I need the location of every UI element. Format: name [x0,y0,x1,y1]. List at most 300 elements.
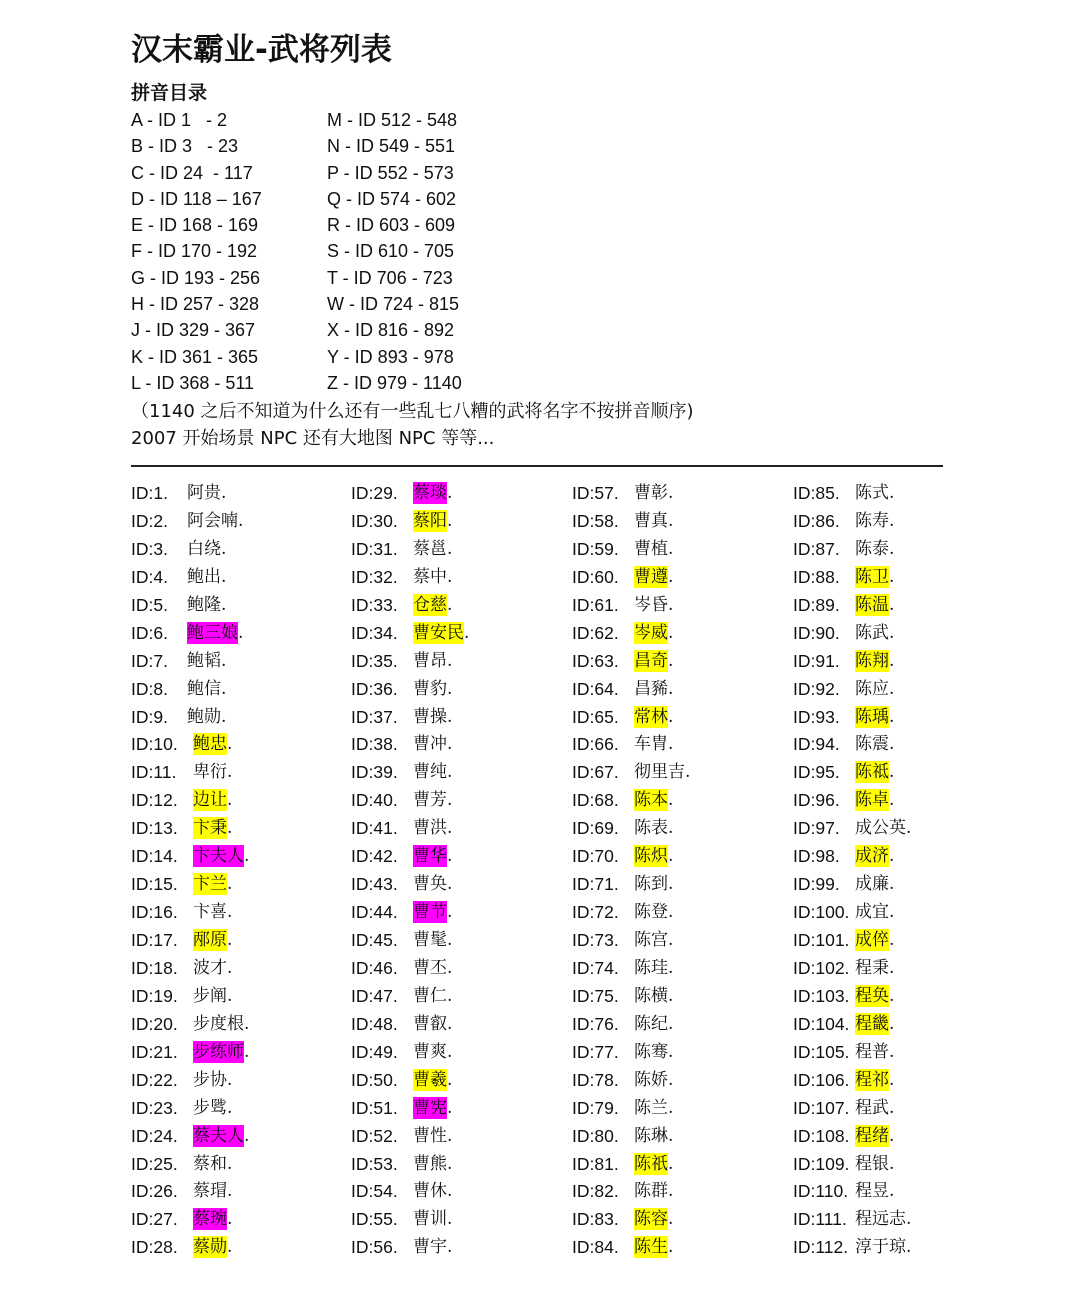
name-text: 曹叡 [413,1013,447,1034]
general-id: ID:30. [351,510,398,531]
list-item [131,1095,351,1123]
general-name [634,648,673,675]
highlighted-name: 蔡勋 [193,1237,227,1258]
toc-row [131,370,531,396]
name-period: . [668,594,674,615]
general-name [193,759,232,786]
name-period: . [227,1153,233,1174]
list-item [351,871,571,899]
general-id: ID:29. [351,483,398,503]
general-id: ID:41. [351,818,398,839]
list-item [793,1123,1013,1151]
name-period: . [464,622,470,643]
toc-row [131,186,531,212]
list-item [351,1178,571,1206]
general-id: ID:102. [793,957,850,978]
toc-entry-right: M - ID 512 - 548 [327,110,458,130]
name-text: 成宜 [855,902,889,923]
general-name [193,871,232,898]
name-text: 曹纯 [413,762,447,783]
general-id: ID:89. [793,594,840,615]
name-text: 阿会喃 [187,510,238,531]
name-text: 程武 [855,1097,889,1118]
name-period: . [227,902,233,923]
general-id: ID:104. [793,1013,850,1034]
general-name [855,676,894,703]
name-text: 程远志 [855,1209,906,1230]
toc-entry-right: R - ID 603 - 609 [327,215,456,236]
name-text: 步阐 [193,985,227,1006]
general-name [634,480,673,507]
list-item [572,508,792,536]
general-id: ID:61. [572,594,619,615]
general-name [855,983,894,1010]
name-period: . [227,1181,233,1202]
name-period: . [447,650,453,671]
general-name [413,564,452,591]
name-text: 鲍隆 [187,594,221,615]
general-name [413,480,452,507]
name-period: . [668,1013,674,1034]
name-period: . [221,706,227,727]
general-name [187,480,226,507]
general-id: ID:50. [351,1069,398,1090]
name-period: . [227,1209,233,1230]
list-item [351,648,571,676]
name-text: 步度根 [193,1013,244,1034]
name-text: 曹髦 [413,930,447,950]
name-period: . [889,1041,895,1062]
name-period: . [668,930,674,950]
highlighted-name: 卞秉 [193,818,227,839]
general-id: ID:108. [793,1125,850,1146]
list-item [131,843,351,871]
list-item [131,592,351,620]
list-item [572,955,792,983]
general-id: ID:83. [572,1209,619,1230]
general-id: ID:40. [351,790,398,811]
general-name [413,648,452,675]
name-period: . [227,957,233,978]
list-item [351,927,571,955]
name-text: 步协 [193,1069,227,1090]
general-id: ID:107. [793,1097,850,1118]
list-item [131,1178,351,1206]
general-id: ID:7. [131,650,168,671]
toc-entry-left: J - ID 329 - 367 [131,320,256,341]
list-item [793,620,1013,648]
name-text: 曹芳 [413,790,447,811]
general-name [193,983,232,1010]
list-item [572,1234,792,1262]
general-name [413,1039,452,1066]
list-item [351,983,571,1011]
list-item [351,1067,571,1095]
general-id: ID:99. [793,874,840,895]
list-item [793,1095,1013,1123]
general-id: ID:100. [793,902,850,923]
list-item [351,731,571,759]
name-text: 鲍勋 [187,706,221,727]
list-item [793,759,1013,787]
name-period: . [889,483,895,503]
highlighted-name: 陈祗 [855,762,889,783]
general-name [855,815,911,842]
toc-row [131,317,531,343]
name-text: 陈纪 [634,1013,668,1034]
list-item [131,815,351,843]
name-period: . [668,483,674,503]
list-item [131,1011,351,1039]
list-item [131,564,351,592]
list-item [572,480,792,508]
name-period: . [889,902,895,923]
name-text: 曹真 [634,510,668,531]
highlighted-name: 陈卓 [855,790,889,811]
general-name [855,899,894,926]
name-text: 陈到 [634,874,668,895]
name-period: . [447,1097,453,1118]
general-id: ID:32. [351,566,398,587]
list-item [793,704,1013,732]
list-item [572,871,792,899]
list-item [793,927,1013,955]
general-name [855,927,894,954]
toc-entry-right: T - ID 706 - 723 [327,267,453,288]
general-id: ID:14. [131,846,178,867]
general-name [855,508,894,535]
name-text: 程秉 [855,957,889,978]
general-name [193,1234,232,1261]
general-id: ID:82. [572,1181,619,1202]
name-period: . [447,957,453,978]
name-text: 程银 [855,1153,889,1174]
toc-entry-left: C - ID 24 - 117 [131,162,253,183]
name-period: . [668,1209,674,1230]
toc-row [131,160,531,186]
name-text: 陈武 [855,622,889,643]
list-item [572,564,792,592]
list-item [793,1011,1013,1039]
general-name [413,927,452,954]
name-period: . [447,790,453,811]
general-id: ID:80. [572,1125,619,1146]
name-period: . [668,846,674,867]
name-period: . [668,1181,674,1202]
name-period: . [668,538,674,559]
name-text: 曹洪 [413,818,447,839]
general-id: ID:87. [793,538,840,559]
general-name [634,731,673,758]
general-name [413,983,452,1010]
list-item [131,899,351,927]
highlighted-name: 成倅 [855,930,889,950]
toc-row [131,107,531,133]
name-period: . [889,538,895,559]
name-period: . [889,1097,895,1118]
general-name [193,927,232,954]
highlighted-name: 邴原 [193,930,227,950]
list-item [793,787,1013,815]
name-text: 程昱 [855,1181,889,1202]
name-text: 曹熊 [413,1153,447,1174]
name-period: . [244,1125,250,1146]
toc-row [131,291,531,317]
name-period: . [447,930,453,950]
name-period: . [447,734,453,755]
list-item [131,648,351,676]
list-item [572,759,792,787]
general-name [634,1234,673,1261]
name-text: 蔡和 [193,1153,227,1174]
general-name [413,1011,452,1038]
list-item [572,1206,792,1234]
name-text: 淳于琼 [855,1237,906,1258]
list-item [131,508,351,536]
list-item [131,759,351,787]
general-id: ID:94. [793,734,840,755]
list-item [572,983,792,1011]
list-item [793,508,1013,536]
name-period: . [447,1209,453,1230]
name-text: 蔡中 [413,566,447,587]
name-period: . [447,706,453,727]
name-period: . [889,874,895,895]
general-name [634,899,673,926]
general-name [855,1011,894,1038]
list-item [572,1151,792,1179]
general-id: ID:26. [131,1181,178,1202]
general-name [413,1067,452,1094]
list-column-3 [572,480,792,1262]
name-period: . [238,510,244,531]
general-id: ID:79. [572,1097,619,1118]
page-title: 汉末霸业-武将列表 [131,32,392,68]
general-name [193,899,232,926]
general-name [855,1178,894,1205]
highlighted-name: 蔡阳 [413,510,447,531]
general-id: ID:37. [351,706,398,727]
name-text: 曹爽 [413,1041,447,1062]
list-item [351,1206,571,1234]
general-name [187,508,243,535]
general-id: ID:84. [572,1237,619,1258]
general-name [855,1151,894,1178]
general-id: ID:27. [131,1209,178,1230]
general-name [187,592,226,619]
name-period: . [889,957,895,978]
general-id: ID:57. [572,483,619,503]
general-name [193,731,232,758]
list-item [572,1067,792,1095]
general-name [855,1067,894,1094]
name-period: . [906,1237,912,1258]
note-line-1: （1140 之后不知道为什么还有一些乱七八糟的武将名字不按拼音顺序) [131,401,694,422]
list-item [572,843,792,871]
general-id: ID:35. [351,650,398,671]
general-id: ID:28. [131,1237,178,1258]
general-id: ID:76. [572,1013,619,1034]
name-text: 曹宇 [413,1237,447,1258]
name-text: 卞喜 [193,902,227,923]
name-period: . [685,762,691,783]
general-id: ID:60. [572,566,619,587]
list-item [131,1039,351,1067]
highlighted-name: 陈容 [634,1209,668,1230]
name-period: . [447,902,453,923]
toc-heading: 拼音目录 [131,82,208,104]
general-name [855,704,894,731]
name-period: . [447,846,453,867]
general-id: ID:22. [131,1069,178,1090]
general-id: ID:47. [351,985,398,1006]
name-period: . [889,510,895,531]
name-text: 卑衍 [193,762,227,783]
general-id: ID:86. [793,510,840,531]
general-id: ID:64. [572,678,619,699]
name-period: . [447,1125,453,1146]
name-period: . [227,1069,233,1090]
general-name [634,592,673,619]
name-period: . [668,1069,674,1090]
general-id: ID:93. [793,706,840,727]
general-name [855,1234,911,1261]
toc-entry-right: S - ID 610 - 705 [327,241,455,262]
name-text: 陈登 [634,902,668,923]
list-item [793,983,1013,1011]
name-period: . [227,790,233,811]
name-period: . [668,957,674,978]
general-id: ID:73. [572,930,619,950]
general-name [413,592,452,619]
list-item [351,1151,571,1179]
name-period: . [447,1069,453,1090]
name-period: . [889,706,895,727]
general-id: ID:56. [351,1237,398,1258]
general-id: ID:33. [351,594,398,615]
name-period: . [221,538,227,559]
name-text: 陈骞 [634,1041,668,1062]
general-name [634,1011,673,1038]
general-id: ID:77. [572,1041,619,1062]
highlighted-name: 陈卫 [855,566,889,587]
general-name [413,1123,452,1150]
list-item [351,1095,571,1123]
list-item [351,1234,571,1262]
name-text: 程普 [855,1041,889,1062]
general-id: ID:38. [351,734,398,755]
general-name [193,1151,232,1178]
general-name [413,1234,452,1261]
highlighted-name: 陈本 [634,790,668,811]
toc-entry-right: P - ID 552 - 573 [327,162,454,183]
list-item [131,1067,351,1095]
name-period: . [447,1237,453,1258]
general-name [634,1151,673,1178]
general-name [855,564,894,591]
general-id: ID:9. [131,706,168,727]
name-text: 陈寿 [855,510,889,531]
name-period: . [447,1181,453,1202]
highlighted-name: 陈生 [634,1237,668,1258]
toc-entry-right: X - ID 816 - 892 [327,320,455,341]
general-name [413,1178,452,1205]
general-id: ID:63. [572,650,619,671]
list-column-2 [351,480,571,1262]
general-name [634,843,673,870]
general-id: ID:48. [351,1013,398,1034]
general-name [187,620,243,647]
general-id: ID:85. [793,483,840,503]
highlighted-name: 陈翔 [855,650,889,671]
highlighted-name: 曹宪 [413,1097,447,1118]
general-name [855,620,894,647]
general-name [193,955,232,982]
general-name [187,564,226,591]
general-name [413,759,452,786]
general-name [634,1095,673,1122]
name-period: . [221,650,227,671]
list-item [793,480,1013,508]
general-name [187,704,226,731]
list-item [572,731,792,759]
general-id: ID:91. [793,650,840,671]
name-period: . [668,678,674,699]
list-item [351,843,571,871]
list-item [131,1151,351,1179]
general-id: ID:23. [131,1097,178,1118]
general-id: ID:25. [131,1153,178,1174]
list-item [572,620,792,648]
general-name [193,1067,232,1094]
name-period: . [668,566,674,587]
general-name [193,1039,249,1066]
general-name [634,704,673,731]
name-period: . [447,678,453,699]
list-item [351,1123,571,1151]
toc-entry-left: F - ID 170 - 192 [131,241,258,262]
name-text: 蔡邕 [413,538,447,559]
highlighted-name: 曹节 [413,902,447,923]
general-name [634,620,673,647]
name-period: . [889,1013,895,1034]
general-id: ID:110. [793,1181,849,1202]
list-item [793,564,1013,592]
general-name [634,1178,673,1205]
general-name [413,899,452,926]
general-id: ID:98. [793,846,840,867]
general-id: ID:52. [351,1125,398,1146]
name-period: . [227,1097,233,1118]
general-name [413,843,452,870]
list-item [793,1206,1013,1234]
name-text: 曹豹 [413,678,447,699]
general-name [193,1011,249,1038]
general-name [413,955,452,982]
name-period: . [889,622,895,643]
general-name [187,648,226,675]
general-name [413,508,452,535]
toc-row [131,265,531,291]
name-text: 陈珪 [634,957,668,978]
name-text: 曹彰 [634,483,668,503]
name-period: . [668,706,674,727]
highlighted-name: 卞夫人 [193,846,244,867]
general-name [193,787,232,814]
name-text: 岑昏 [634,594,668,615]
general-id: ID:95. [793,762,840,783]
list-item [572,899,792,927]
